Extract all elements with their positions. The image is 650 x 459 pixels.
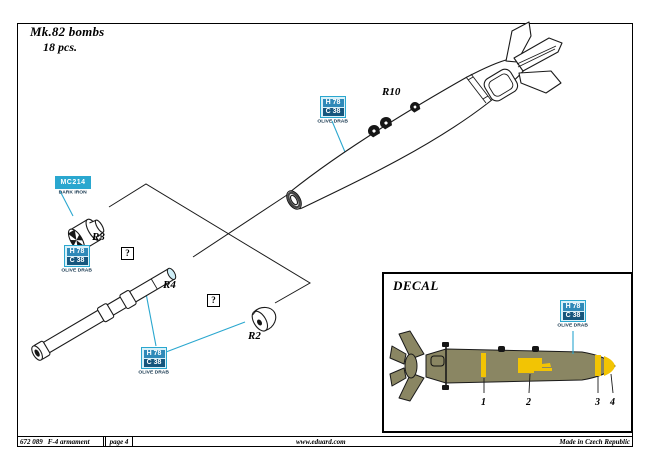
part-label-r3: R3 <box>92 231 105 243</box>
paint-code-chip-aqueous: H 78 <box>323 99 344 107</box>
paint-leader-line <box>145 288 156 346</box>
unknown-part-marker: ? <box>207 294 220 307</box>
paint-leader-line <box>166 322 245 352</box>
paint-name-label: OLIVE DRAB <box>557 322 589 328</box>
paint-callout-olive-drab <box>55 245 99 276</box>
decal-bomb-joint-nub <box>442 342 449 347</box>
sheet-quantity: 18 pcs. <box>43 40 77 54</box>
footer-bar <box>17 436 633 447</box>
decal-panel <box>382 272 633 433</box>
decal-number-3: 3 <box>595 397 600 408</box>
paint-code-chip-mrcolor: C 38 <box>67 257 88 265</box>
footer-page-cell <box>106 437 133 447</box>
decal-bomb-lug <box>532 346 539 352</box>
footer-info-cell <box>133 437 633 447</box>
product-name: F-4 armament <box>47 438 90 446</box>
paint-callout-olive-drab <box>132 347 176 378</box>
paint-callout-olive-drab <box>551 300 595 331</box>
paint-name-label: OLIVE DRAB <box>317 118 349 124</box>
leader-line <box>109 184 310 303</box>
page-number: page 4 <box>109 438 129 446</box>
paint-name-label: OLIVE DRAB <box>61 267 93 273</box>
paint-name-label: DARK IRON <box>58 189 88 195</box>
paint-code-chip-aqueous: H 78 <box>563 303 584 311</box>
paint-code-chip-aqueous: H 78 <box>67 248 88 256</box>
part-label-r4: R4 <box>163 279 176 291</box>
part-label-r2: R2 <box>248 330 261 342</box>
decal-panel-title: DECAL <box>393 278 439 293</box>
leader-line <box>193 193 290 257</box>
paint-code-box <box>64 245 90 267</box>
paint-code-box: MC214 <box>55 176 90 189</box>
unknown-part-marker: ? <box>121 247 134 260</box>
paint-code-box <box>320 96 346 118</box>
decal-number-4: 4 <box>610 397 615 408</box>
paint-code-chip-mrcolor: C 38 <box>323 108 344 116</box>
footer-catalog-cell <box>17 437 106 447</box>
paint-code-box <box>141 347 167 369</box>
decal-number-line <box>611 374 613 393</box>
paint-callout-olive-drab <box>311 96 355 127</box>
paint-callout-metal <box>49 176 97 198</box>
decal-number-1: 1 <box>481 397 486 408</box>
paint-code-chip-mrcolor: C 38 <box>563 312 584 320</box>
sheet-title: Mk.82 bombs <box>30 24 105 39</box>
decal-bomb-lug <box>498 346 505 352</box>
catalog-number: 672 089 <box>20 438 43 446</box>
part-label-r10: R10 <box>382 86 401 98</box>
decal-number-2: 2 <box>526 397 531 408</box>
decal-bomb-illustration <box>384 274 631 431</box>
paint-code-box <box>560 300 586 322</box>
decal-bomb-joint-nub <box>442 385 449 390</box>
paint-code-chip-mrcolor: C 38 <box>144 359 165 367</box>
website: www.eduard.com <box>296 438 346 446</box>
made-in-label: Made in Czech Republic <box>559 438 630 446</box>
paint-name-label: OLIVE DRAB <box>138 369 170 375</box>
decal-bomb-fins <box>390 331 424 401</box>
paint-code-chip-aqueous: H 78 <box>144 350 165 358</box>
